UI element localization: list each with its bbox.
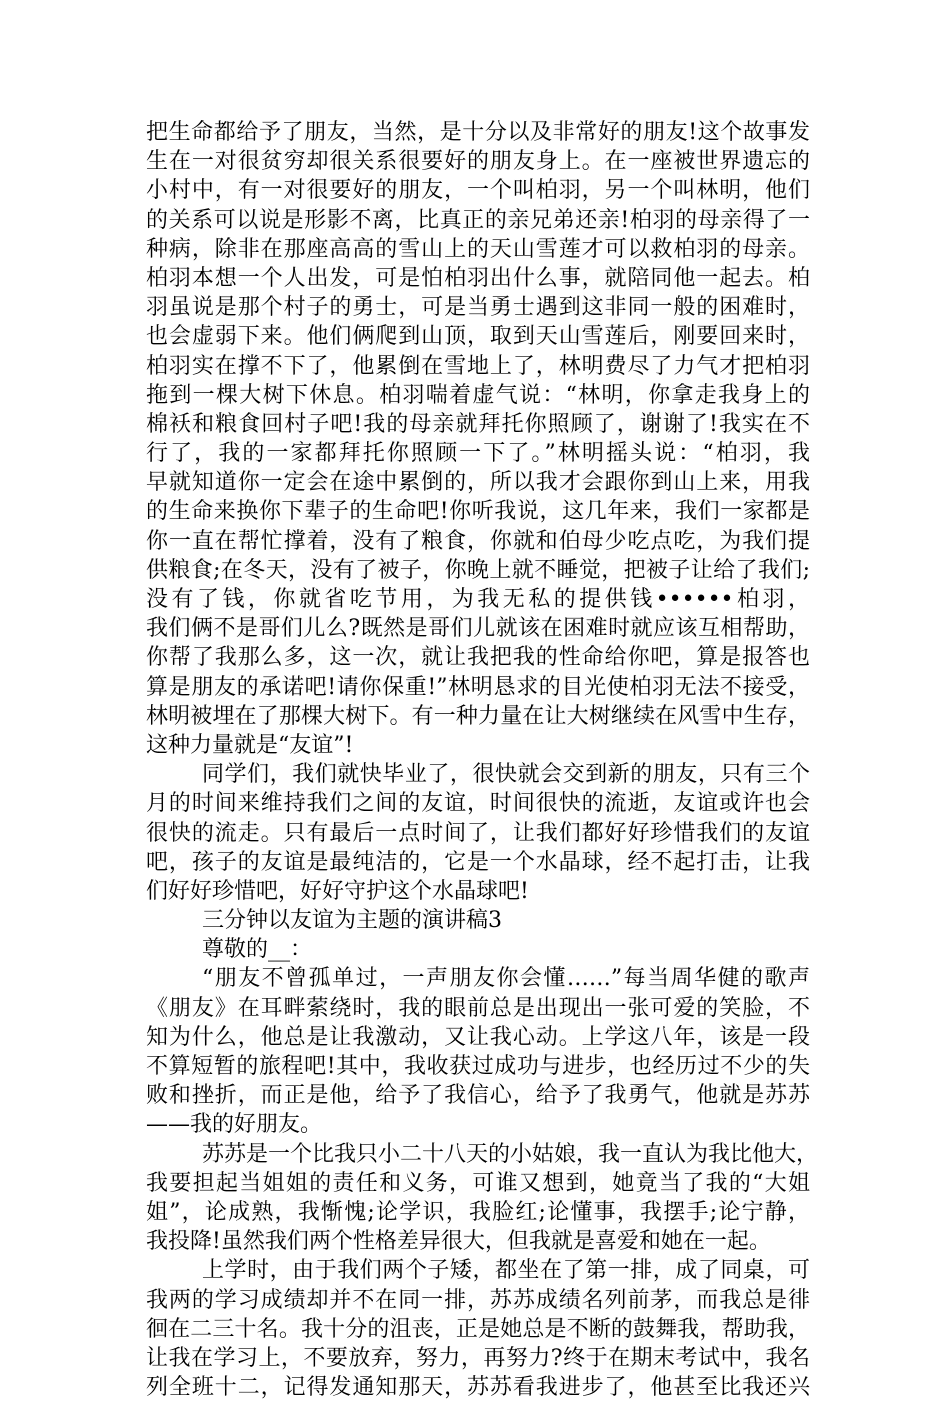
text-line: 羽虽说是那个村子的勇士，可是当勇士遇到这非同一般的困难时， bbox=[146, 295, 810, 321]
text-line: 把生命都给予了朋友，当然，是十分以及非常好的朋友!这个故事发 bbox=[146, 120, 810, 145]
text-line: 让我在学习上，不要放弃，努力，再努力?终于在期末考试中，我名 bbox=[146, 1345, 810, 1371]
text-line: ——我的好朋友。 bbox=[146, 1112, 323, 1138]
text-line: 上学时，由于我们两个子矮，都坐在了第一排，成了同桌，可 bbox=[202, 1258, 810, 1284]
text-line: 我要担起当姐姐的责任和义务，可谁又想到，她竟当了我的“大姐 bbox=[146, 1170, 810, 1196]
text-line: 早就知道你一定会在途中累倒的，所以我才会跟你到山上来，用我 bbox=[146, 470, 810, 496]
text-line: 尊敬的__： bbox=[202, 937, 313, 963]
text-line: 你一直在帮忙撑着，没有了粮食，你就和伯母少吃点吃，为我们提 bbox=[146, 528, 810, 554]
text-line: 没有了钱，你就省吃节用，为我无私的提供钱••••••柏羽， bbox=[146, 587, 810, 612]
text-line: 我投降!虽然我们两个性格差异很大，但我就是喜爱和她在一起。 bbox=[146, 1229, 771, 1255]
text-line: 我们俩不是哥们儿么?既然是哥们儿就该在困难时就应该互相帮助， bbox=[146, 616, 810, 642]
text-line: 的生命来换你下辈子的生命吧!你听我说，这几年来，我们一家都是 bbox=[146, 499, 810, 525]
text-line: 也会虚弱下来。他们俩爬到山顶，取到天山雪莲后，刚要回来时， bbox=[146, 324, 810, 350]
text-line: 姐”，论成熟，我惭愧;论学识，我脸红;论懂事，我摆手;论宁静， bbox=[146, 1199, 810, 1225]
text-line: 种病，除非在那座高高的雪山上的天山雪莲才可以救柏羽的母亲。 bbox=[146, 236, 810, 262]
text-line: 知为什么，他总是让我激动，又让我心动。上学这八年，该是一段 bbox=[146, 1024, 810, 1050]
text-line: 林明被埋在了那棵大树下。有一种力量在让大树继续在风雪中生存， bbox=[146, 703, 810, 729]
text-line: “朋友不曾孤单过，一声朋友你会懂……”每当周华健的歌声 bbox=[202, 966, 810, 992]
text-line: 吧，孩子的友谊是最纯洁的，它是一个水晶球，经不起打击，让我 bbox=[146, 849, 810, 875]
text-line: 你帮了我那么多，这一次，就让我把我的性命给你吧，算是报答也 bbox=[146, 645, 810, 671]
text-line: 供粮食;在冬天，没有了被子，你晚上就不睡觉，把被子让给了我们; bbox=[146, 557, 810, 583]
text-line: 生在一对很贫穷却很关系很要好的朋友身上。在一座被世界遗忘的 bbox=[146, 149, 810, 175]
text-line: 小村中，有一对很要好的朋友，一个叫柏羽，另一个叫林明，他们 bbox=[146, 178, 810, 204]
text-line: 棉袄和粮食回村子吧!我的母亲就拜托你照顾了，谢谢了!我实在不 bbox=[146, 411, 810, 437]
text-line: 列全班十二，记得发通知那天，苏苏看我进步了，他甚至比我还兴 bbox=[146, 1375, 810, 1401]
text-line: 们好好珍惜吧，好好守护这个水晶球吧! bbox=[146, 878, 529, 904]
text-line: 败和挫折，而正是他，给予了我信心，给予了我勇气，他就是苏苏 bbox=[146, 1083, 810, 1109]
text-line: 行了，我的一家都拜托你照顾一下了。”林明摇头说：“柏羽，我 bbox=[146, 441, 810, 467]
text-line: 三分钟以友谊为主题的演讲稿3 bbox=[202, 908, 502, 934]
text-line: 这种力量就是“友谊”! bbox=[146, 732, 354, 758]
text-line: 月的时间来维持我们之间的友谊，时间很快的流逝，友谊或许也会 bbox=[146, 791, 810, 817]
text-line: 柏羽实在撑不下了，他累倒在雪地上了，林明费尽了力气才把柏羽 bbox=[146, 353, 810, 379]
text-line: 很快的流走。只有最后一点时间了，让我们都好好珍惜我们的友谊 bbox=[146, 820, 810, 846]
text-line: 拖到一棵大树下休息。柏羽喘着虚气说：“林明，你拿走我身上的 bbox=[146, 382, 810, 408]
text-line: 徊在二三十名。我十分的沮丧，正是她总是不断的鼓舞我，帮助我， bbox=[146, 1316, 810, 1342]
document-page bbox=[146, 118, 819, 1402]
text-line: 我两的学习成绩却并不在同一排，苏苏成绩名列前茅，而我总是徘 bbox=[146, 1287, 810, 1313]
text-line: 同学们，我们就快毕业了，很快就会交到新的朋友，只有三个 bbox=[202, 762, 810, 788]
text-line: 苏苏是一个比我只小二十八天的小姑娘，我一直认为我比他大， bbox=[202, 1141, 819, 1167]
text-line: 的关系可以说是形影不离，比真正的亲兄弟还亲!柏羽的母亲得了一 bbox=[146, 207, 810, 233]
text-line: 柏羽本想一个人出发，可是怕柏羽出什么事，就陪同他一起去。柏 bbox=[146, 265, 810, 291]
text-line: 《朋友》在耳畔萦绕时，我的眼前总是出现出一张可爱的笑脸，不 bbox=[146, 995, 810, 1021]
text-line: 不算短暂的旅程吧!其中，我收获过成功与进步，也经历过不少的失 bbox=[146, 1054, 810, 1079]
text-line: 算是朋友的承诺吧!请你保重!”林明恳求的目光使柏羽无法不接受， bbox=[146, 674, 810, 700]
